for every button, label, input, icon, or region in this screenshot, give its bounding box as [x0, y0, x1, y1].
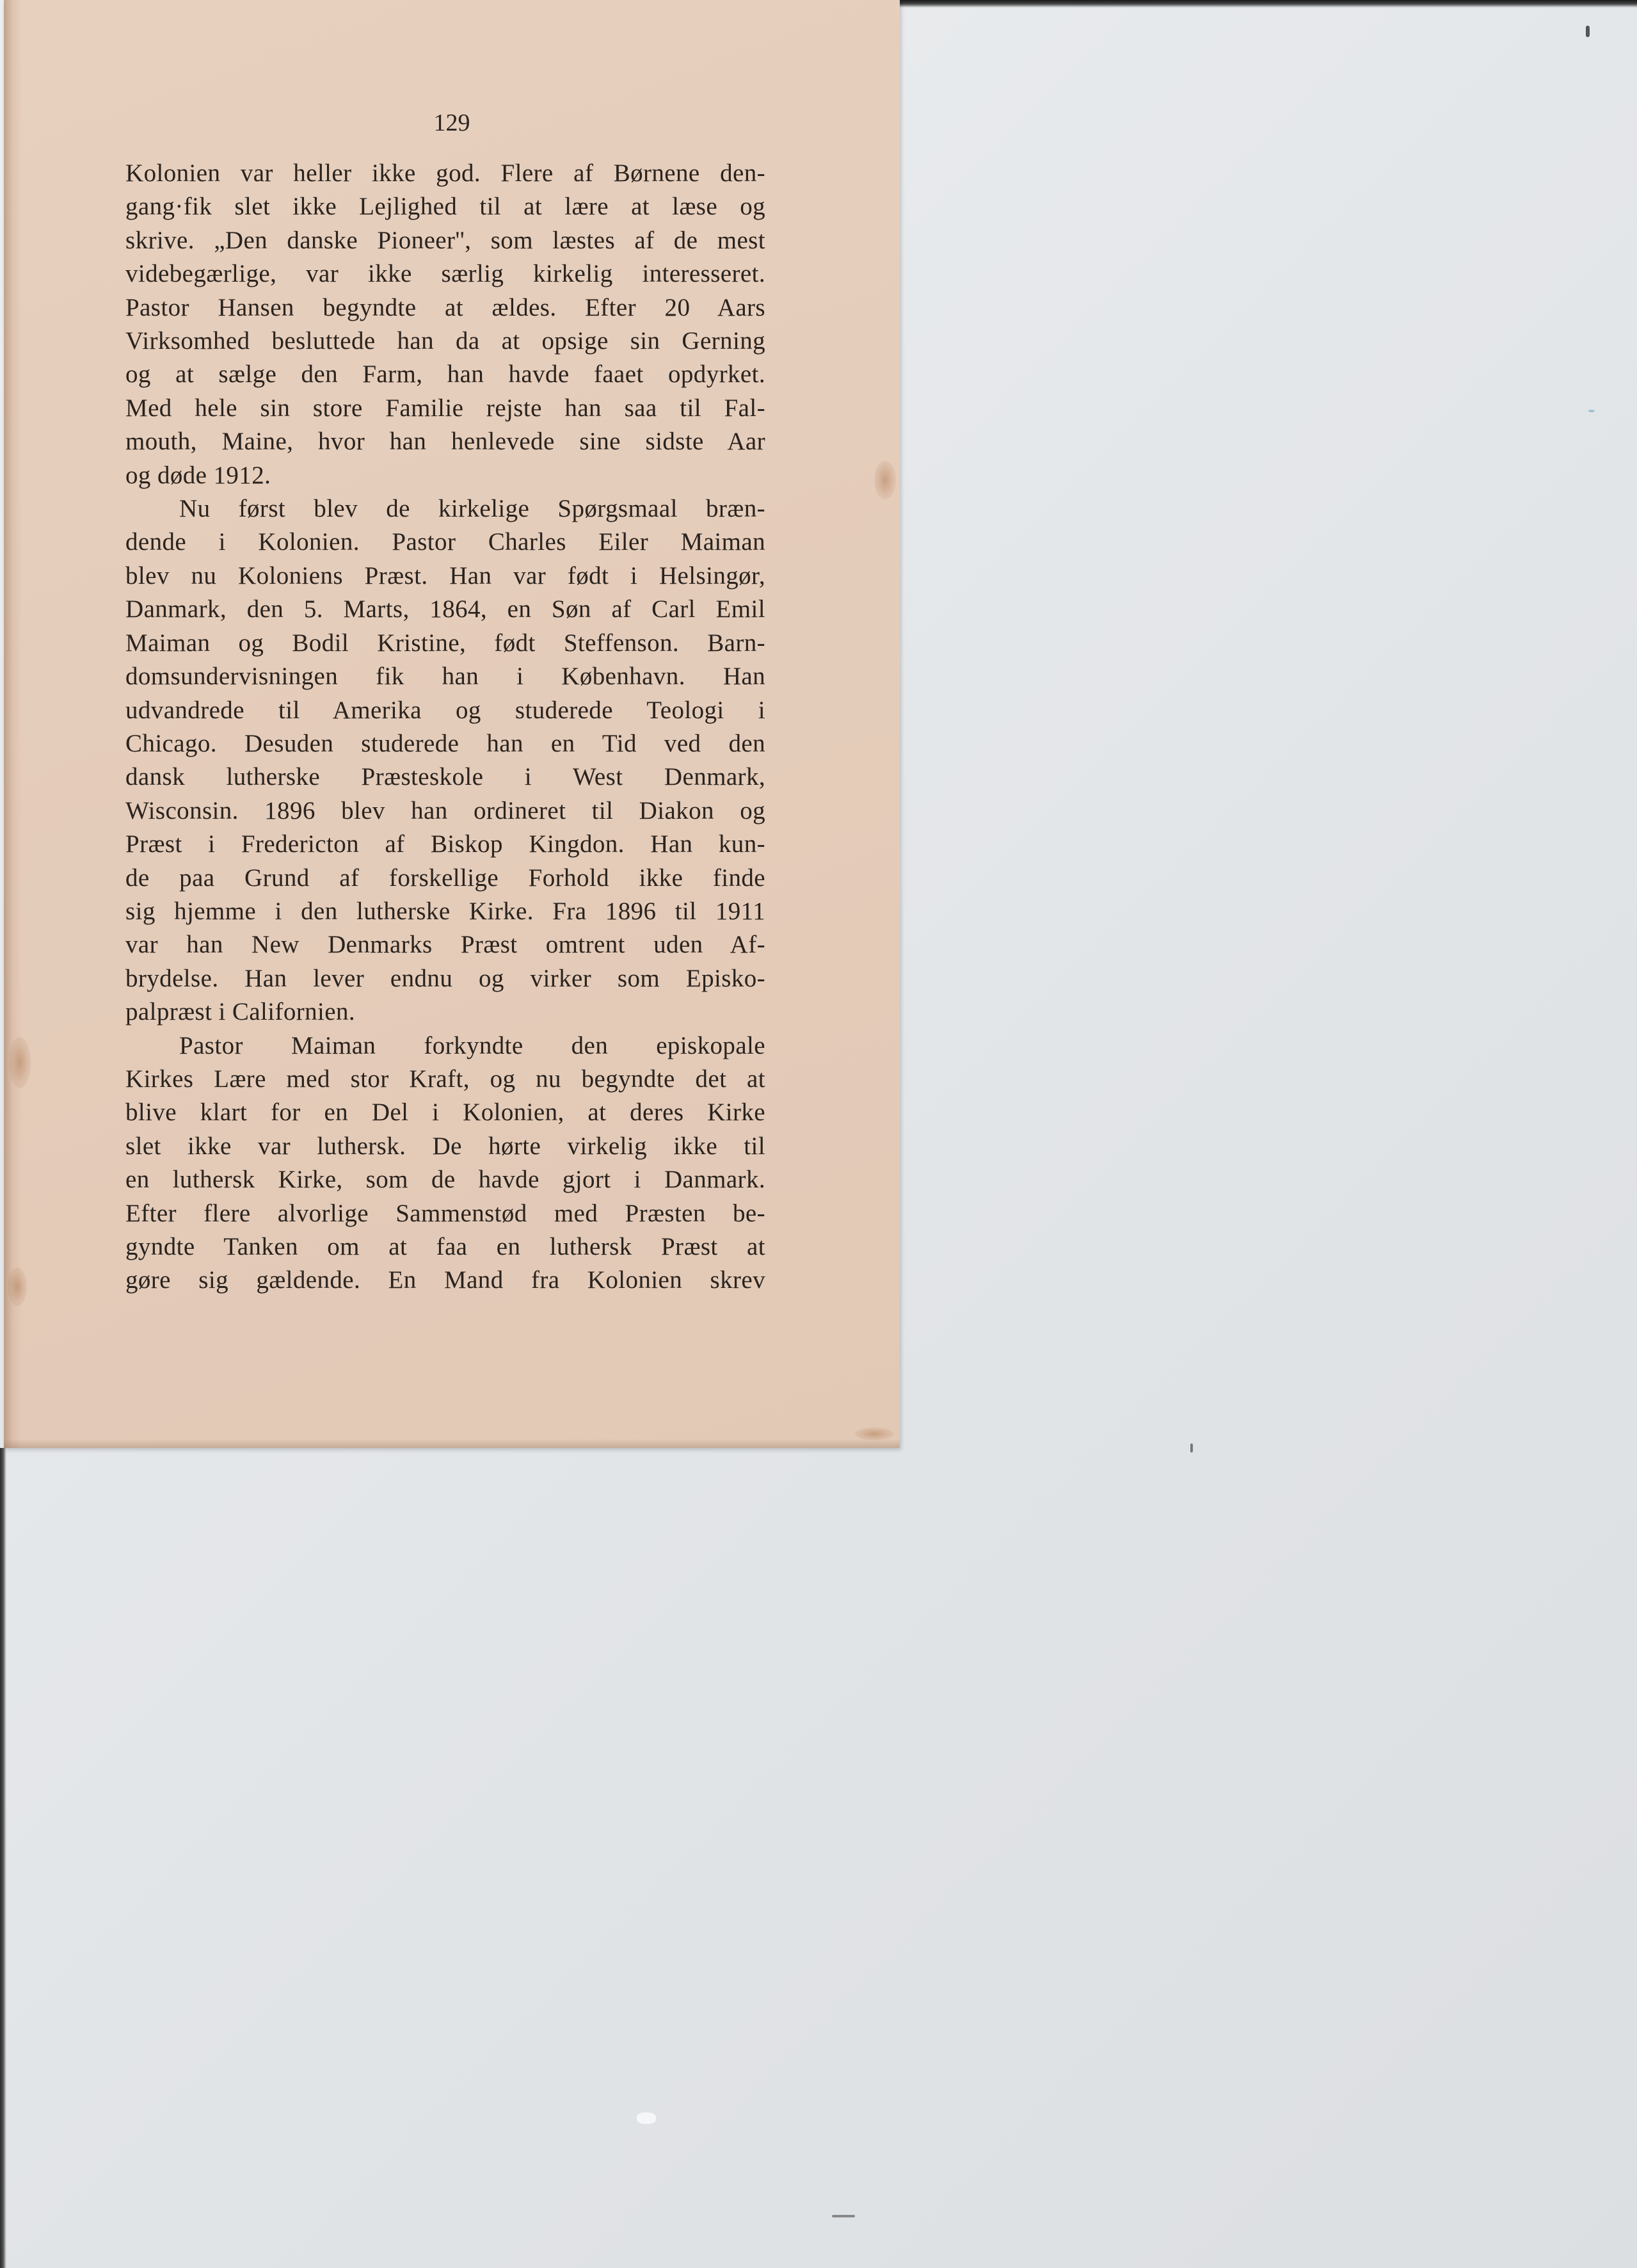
text-line: Danmark, den 5. Marts, 1864, en Søn af Carl Emil [125, 595, 765, 623]
text-line: Virksomhed besluttede han da at opsige sin Gerning [125, 327, 765, 355]
text-line: Kirkes Lære med stor Kraft, og nu begyndte det at [125, 1065, 765, 1093]
dust-speck [1586, 26, 1590, 37]
text-line: Præst i Fredericton af Biskop Kingdon. Han kun- [125, 830, 765, 858]
text-line: skrive. „Den danske Pioneer'', som læstes af de mest [125, 226, 765, 254]
text-line: mouth, Maine, hvor han henlevede sine sidste Aar [125, 428, 765, 456]
text-line: palpræst i Californien. [125, 998, 356, 1026]
book-page [4, 0, 900, 1448]
dust-speck [1588, 410, 1595, 412]
text-line: Med hele sin store Familie rejste han saa til Fal- [125, 394, 765, 422]
text-line: brydelse. Han lever endnu og virker som Episko- [125, 964, 765, 992]
text-line: og døde 1912. [125, 461, 271, 489]
body-text [125, 157, 765, 1298]
text-line: Pastor Hansen begyndte at ældes. Efter 20 Aars [125, 293, 765, 321]
text-line: blive klart for en Del i Kolonien, at deres Kirke [125, 1098, 765, 1127]
text-line: domsundervisningen fik han i København. Han [125, 663, 765, 691]
text-line: videbegærlige, var ikke særlig kirkelig interesseret. [125, 260, 765, 288]
text-line: Chicago. Desuden studerede han en Tid ved den [125, 729, 765, 757]
paper-stain [9, 1037, 31, 1088]
text-line: udvandrede til Amerika og studerede Teologi i [125, 696, 765, 724]
dust-speck [832, 2215, 855, 2217]
text-line: Pastor Maiman forkyndte den episkopale [179, 1031, 765, 1059]
text-line: Nu først blev de kirkelige Spørgsmaal bræn- [179, 495, 765, 523]
text-line: gang·fik slet ikke Lejlighed til at lære at læse og [125, 193, 765, 221]
scanner-left-edge [0, 1448, 6, 2268]
text-line: Wisconsin. 1896 blev han ordineret til Diakon og [125, 796, 765, 824]
text-line: de paa Grund af forskellige Forhold ikke finde [125, 864, 765, 892]
text-line: en luthersk Kirke, som de havde gjort i Danmark. [125, 1166, 765, 1194]
text-line: Maiman og Bodil Kristine, født Steffenson. Barn- [125, 629, 765, 657]
text-line: blev nu Koloniens Præst. Han var født i Helsingør, [125, 561, 765, 590]
scanner-top-edge [899, 0, 1637, 8]
dust-speck [637, 2112, 656, 2124]
text-line: Kolonien var heller ikke god. Flere af Børnene den- [125, 159, 765, 187]
dust-speck [1190, 1444, 1193, 1452]
text-line: dansk lutherske Præsteskole i West Denmark, [125, 763, 765, 791]
text-line: var han New Denmarks Præst omtrent uden Af- [125, 931, 765, 959]
text-line: sig hjemme i den lutherske Kirke. Fra 1896 til 1911 [125, 897, 765, 925]
text-line: og at sælge den Farm, han havde faaet opdyrket. [125, 360, 765, 389]
text-line: gyndte Tanken om at faa en luthersk Præst at [125, 1233, 765, 1260]
page-number: 129 [433, 109, 470, 136]
text-line: dende i Kolonien. Pastor Charles Eiler Maiman [125, 528, 765, 556]
text-line: gøre sig gældende. En Mand fra Kolonien skrev [125, 1266, 765, 1294]
paper-stain [8, 1267, 27, 1306]
paper-stain [874, 461, 896, 499]
paper-stain [855, 1428, 893, 1440]
text-line: slet ikke var luthersk. De hørte virkelig ikke til [125, 1132, 765, 1160]
text-line: Efter flere alvorlige Sammenstød med Præsten be- [125, 1199, 765, 1227]
